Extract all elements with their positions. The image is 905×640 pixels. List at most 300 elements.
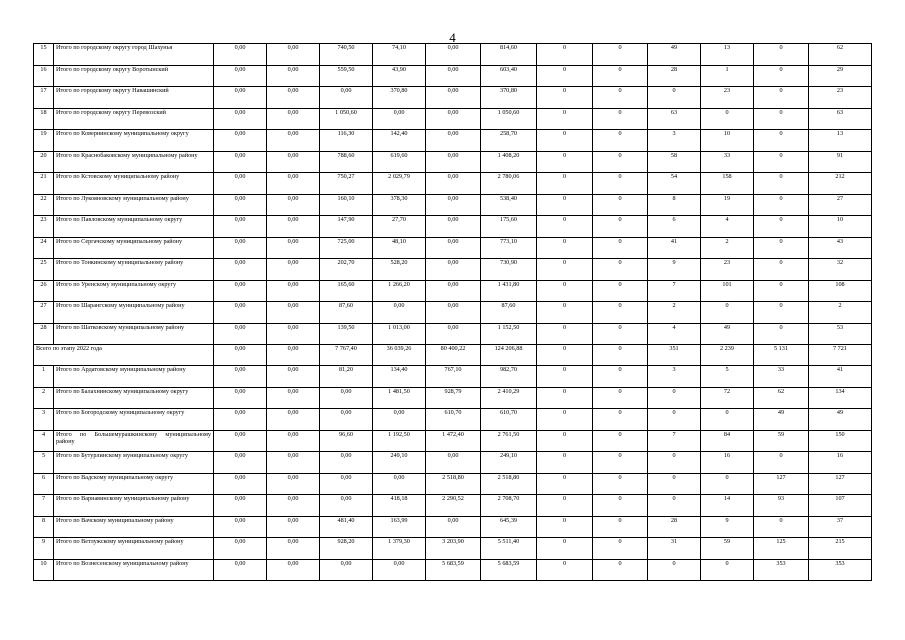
value-cell: 175,60 bbox=[481, 216, 537, 238]
value-cell: 0,00 bbox=[214, 44, 267, 66]
value-cell: 0,00 bbox=[267, 44, 320, 66]
value-cell: 101 bbox=[701, 280, 754, 302]
total-row bbox=[34, 345, 872, 366]
value-cell: 0,00 bbox=[214, 323, 267, 345]
value-cell: 142,40 bbox=[373, 130, 426, 152]
value-cell: 0,00 bbox=[214, 108, 267, 130]
total-value-cell: 351 bbox=[648, 345, 701, 366]
value-cell: 0,00 bbox=[426, 151, 481, 173]
value-cell: 2 290,52 bbox=[426, 495, 481, 517]
value-cell: 212 bbox=[809, 173, 872, 195]
value-cell: 0,00 bbox=[214, 130, 267, 152]
value-cell: 1 bbox=[701, 65, 754, 87]
value-cell: 0,00 bbox=[214, 473, 267, 495]
row-number: 20 bbox=[34, 151, 54, 173]
row-number: 18 bbox=[34, 108, 54, 130]
value-cell: 750,27 bbox=[320, 173, 373, 195]
row-number: 25 bbox=[34, 259, 54, 281]
row-name: Итого по Балахнинскому муниципальному округу bbox=[54, 387, 214, 409]
value-cell: 0 bbox=[593, 130, 648, 152]
value-cell: 27 bbox=[809, 194, 872, 216]
value-cell: 603,40 bbox=[481, 65, 537, 87]
value-cell: 0 bbox=[537, 259, 593, 281]
value-cell: 0,00 bbox=[214, 495, 267, 517]
row-name: Итого по городскому округу Перевозский bbox=[54, 108, 214, 130]
value-cell: 2 410,29 bbox=[481, 387, 537, 409]
value-cell: 0,00 bbox=[426, 108, 481, 130]
value-cell: 81,20 bbox=[320, 366, 373, 388]
value-cell: 0 bbox=[537, 430, 593, 452]
value-cell: 0 bbox=[537, 366, 593, 388]
value-cell: 773,10 bbox=[481, 237, 537, 259]
table-row bbox=[34, 65, 872, 87]
value-cell: 0 bbox=[593, 323, 648, 345]
value-cell: 2 518,80 bbox=[426, 473, 481, 495]
value-cell: 0,00 bbox=[320, 473, 373, 495]
row-number: 7 bbox=[34, 495, 54, 517]
row-name: Итого по Вадскому муниципальному округу bbox=[54, 473, 214, 495]
total-value-cell: 124 206,88 bbox=[481, 345, 537, 366]
value-cell: 0 bbox=[537, 409, 593, 431]
value-cell: 49 bbox=[648, 44, 701, 66]
table-row bbox=[34, 473, 872, 495]
value-cell: 1 192,50 bbox=[373, 430, 426, 452]
row-name: Итого по Сергачскому муниципальному району bbox=[54, 237, 214, 259]
value-cell: 0 bbox=[754, 216, 809, 238]
value-cell: 0,00 bbox=[373, 473, 426, 495]
value-cell: 0 bbox=[754, 516, 809, 538]
table-row bbox=[34, 409, 872, 431]
row-number: 26 bbox=[34, 280, 54, 302]
value-cell: 116,30 bbox=[320, 130, 373, 152]
value-cell: 127 bbox=[754, 473, 809, 495]
value-cell: 0,00 bbox=[267, 430, 320, 452]
row-number: 16 bbox=[34, 65, 54, 87]
row-name: Итого по Ковернинскому муниципальному округу bbox=[54, 130, 214, 152]
value-cell: 19 bbox=[701, 194, 754, 216]
value-cell: 43 bbox=[809, 237, 872, 259]
value-cell: 619,60 bbox=[373, 151, 426, 173]
value-cell: 0 bbox=[648, 473, 701, 495]
value-cell: 0,00 bbox=[214, 409, 267, 431]
value-cell: 63 bbox=[648, 108, 701, 130]
value-cell: 788,60 bbox=[320, 151, 373, 173]
value-cell: 0 bbox=[593, 194, 648, 216]
row-name: Итого по Шатковскому муниципальному району bbox=[54, 323, 214, 345]
value-cell: 3 bbox=[648, 366, 701, 388]
value-cell: 0 bbox=[593, 65, 648, 87]
table-row bbox=[34, 237, 872, 259]
value-cell: 481,40 bbox=[320, 516, 373, 538]
value-cell: 0 bbox=[593, 366, 648, 388]
value-cell: 13 bbox=[701, 44, 754, 66]
value-cell: 0,00 bbox=[426, 323, 481, 345]
value-cell: 0 bbox=[537, 387, 593, 409]
value-cell: 0 bbox=[754, 194, 809, 216]
value-cell: 370,80 bbox=[373, 87, 426, 109]
row-name: Итого по Уренскому муниципальному округу bbox=[54, 280, 214, 302]
value-cell: 928,79 bbox=[426, 387, 481, 409]
value-cell: 63 bbox=[809, 108, 872, 130]
table-row bbox=[34, 559, 872, 581]
table-row bbox=[34, 87, 872, 109]
value-cell: 0,00 bbox=[267, 108, 320, 130]
value-cell: 49 bbox=[701, 323, 754, 345]
value-cell: 32 bbox=[809, 259, 872, 281]
value-cell: 0 bbox=[754, 259, 809, 281]
value-cell: 0 bbox=[593, 452, 648, 474]
value-cell: 0,00 bbox=[426, 65, 481, 87]
value-cell: 1 152,50 bbox=[481, 323, 537, 345]
value-cell: 0 bbox=[754, 44, 809, 66]
value-cell: 559,50 bbox=[320, 65, 373, 87]
row-name: Итого по Павловскому муниципальному округу bbox=[54, 216, 214, 238]
value-cell: 0,00 bbox=[214, 452, 267, 474]
table-row bbox=[34, 280, 872, 302]
value-cell: 0 bbox=[593, 302, 648, 324]
value-cell: 0 bbox=[593, 538, 648, 560]
value-cell: 3 bbox=[648, 130, 701, 152]
value-cell: 1 050,60 bbox=[320, 108, 373, 130]
value-cell: 0,00 bbox=[267, 151, 320, 173]
row-number: 3 bbox=[34, 409, 54, 431]
value-cell: 0,00 bbox=[267, 130, 320, 152]
value-cell: 7 bbox=[648, 280, 701, 302]
value-cell: 0,00 bbox=[267, 237, 320, 259]
row-name: Итого по городскому округу Навашинский bbox=[54, 87, 214, 109]
value-cell: 2 029,79 bbox=[373, 173, 426, 195]
table-row bbox=[34, 108, 872, 130]
value-cell: 0 bbox=[593, 409, 648, 431]
row-name: Итого по Большемурашкинскому муниципальному району bbox=[54, 430, 214, 452]
value-cell: 0,00 bbox=[426, 173, 481, 195]
value-cell: 0 bbox=[648, 387, 701, 409]
value-cell: 48,10 bbox=[373, 237, 426, 259]
value-cell: 0 bbox=[754, 87, 809, 109]
value-cell: 93 bbox=[754, 495, 809, 517]
value-cell: 125 bbox=[754, 538, 809, 560]
value-cell: 740,50 bbox=[320, 44, 373, 66]
value-cell: 53 bbox=[809, 323, 872, 345]
value-cell: 0,00 bbox=[267, 259, 320, 281]
value-cell: 108 bbox=[809, 280, 872, 302]
value-cell: 1 013,00 bbox=[373, 323, 426, 345]
value-cell: 0,00 bbox=[267, 366, 320, 388]
row-name: Итого по Вознесенскому муниципальному району bbox=[54, 559, 214, 581]
value-cell: 107 bbox=[809, 495, 872, 517]
table-row bbox=[34, 173, 872, 195]
value-cell: 2 708,70 bbox=[481, 495, 537, 517]
value-cell: 353 bbox=[754, 559, 809, 581]
value-cell: 158 bbox=[701, 173, 754, 195]
value-cell: 9 bbox=[701, 516, 754, 538]
table-row bbox=[34, 516, 872, 538]
value-cell: 0,00 bbox=[426, 44, 481, 66]
value-cell: 0 bbox=[754, 280, 809, 302]
value-cell: 0,00 bbox=[373, 302, 426, 324]
value-cell: 0 bbox=[537, 87, 593, 109]
value-cell: 0 bbox=[754, 237, 809, 259]
value-cell: 0,00 bbox=[320, 559, 373, 581]
value-cell: 54 bbox=[648, 173, 701, 195]
row-number: 17 bbox=[34, 87, 54, 109]
table-row bbox=[34, 495, 872, 517]
value-cell: 43,90 bbox=[373, 65, 426, 87]
value-cell: 0 bbox=[593, 495, 648, 517]
value-cell: 982,70 bbox=[481, 366, 537, 388]
value-cell: 0 bbox=[537, 173, 593, 195]
value-cell: 0,00 bbox=[267, 452, 320, 474]
value-cell: 0 bbox=[754, 452, 809, 474]
table-row bbox=[34, 44, 872, 66]
value-cell: 0,00 bbox=[267, 516, 320, 538]
value-cell: 29 bbox=[809, 65, 872, 87]
value-cell: 2 bbox=[809, 302, 872, 324]
value-cell: 0 bbox=[593, 259, 648, 281]
table-row bbox=[34, 387, 872, 409]
value-cell: 5 511,40 bbox=[481, 538, 537, 560]
total-value-cell: 7 767,40 bbox=[320, 345, 373, 366]
value-cell: 3 203,90 bbox=[426, 538, 481, 560]
value-cell: 1 266,20 bbox=[373, 280, 426, 302]
value-cell: 0,00 bbox=[267, 387, 320, 409]
value-cell: 87,60 bbox=[481, 302, 537, 324]
row-number: 27 bbox=[34, 302, 54, 324]
value-cell: 0 bbox=[648, 559, 701, 581]
value-cell: 0,00 bbox=[267, 216, 320, 238]
value-cell: 215 bbox=[809, 538, 872, 560]
value-cell: 0,00 bbox=[426, 130, 481, 152]
value-cell: 7 bbox=[648, 430, 701, 452]
value-cell: 10 bbox=[701, 130, 754, 152]
value-cell: 0 bbox=[754, 130, 809, 152]
value-cell: 147,90 bbox=[320, 216, 373, 238]
value-cell: 59 bbox=[701, 538, 754, 560]
value-cell: 353 bbox=[809, 559, 872, 581]
value-cell: 49 bbox=[809, 409, 872, 431]
value-cell: 62 bbox=[754, 387, 809, 409]
value-cell: 0,00 bbox=[214, 366, 267, 388]
value-cell: 378,30 bbox=[373, 194, 426, 216]
value-cell: 0,00 bbox=[267, 409, 320, 431]
value-cell: 0,00 bbox=[267, 323, 320, 345]
value-cell: 0 bbox=[537, 237, 593, 259]
table-row bbox=[34, 130, 872, 152]
value-cell: 2 bbox=[701, 237, 754, 259]
value-cell: 0 bbox=[754, 302, 809, 324]
value-cell: 1 472,40 bbox=[426, 430, 481, 452]
row-number: 19 bbox=[34, 130, 54, 152]
value-cell: 0,00 bbox=[426, 216, 481, 238]
value-cell: 0,00 bbox=[267, 194, 320, 216]
value-cell: 0,00 bbox=[373, 108, 426, 130]
value-cell: 0,00 bbox=[214, 559, 267, 581]
value-cell: 370,80 bbox=[481, 87, 537, 109]
value-cell: 28 bbox=[648, 516, 701, 538]
table-row bbox=[34, 302, 872, 324]
value-cell: 1 408,20 bbox=[481, 151, 537, 173]
value-cell: 202,70 bbox=[320, 259, 373, 281]
value-cell: 0,00 bbox=[214, 538, 267, 560]
value-cell: 49 bbox=[754, 409, 809, 431]
value-cell: 0,00 bbox=[214, 387, 267, 409]
value-cell: 6 bbox=[648, 216, 701, 238]
row-number: 22 bbox=[34, 194, 54, 216]
value-cell: 0,00 bbox=[214, 280, 267, 302]
value-cell: 0,00 bbox=[267, 65, 320, 87]
value-cell: 0,00 bbox=[214, 516, 267, 538]
value-cell: 0 bbox=[537, 538, 593, 560]
value-cell: 1 379,30 bbox=[373, 538, 426, 560]
value-cell: 2 bbox=[648, 302, 701, 324]
value-cell: 0 bbox=[593, 173, 648, 195]
value-cell: 2 761,50 bbox=[481, 430, 537, 452]
row-number: 6 bbox=[34, 473, 54, 495]
row-number: 8 bbox=[34, 516, 54, 538]
value-cell: 0 bbox=[593, 280, 648, 302]
value-cell: 0 bbox=[537, 452, 593, 474]
value-cell: 23 bbox=[701, 259, 754, 281]
value-cell: 0,00 bbox=[426, 194, 481, 216]
table-row bbox=[34, 323, 872, 345]
value-cell: 0 bbox=[537, 473, 593, 495]
value-cell: 249,10 bbox=[373, 452, 426, 474]
housing-program-table bbox=[33, 43, 872, 581]
value-cell: 16 bbox=[809, 452, 872, 474]
value-cell: 0,00 bbox=[214, 216, 267, 238]
value-cell: 0 bbox=[701, 108, 754, 130]
value-cell: 160,10 bbox=[320, 194, 373, 216]
value-cell: 0 bbox=[537, 65, 593, 87]
row-number: 21 bbox=[34, 173, 54, 195]
value-cell: 528,20 bbox=[373, 259, 426, 281]
table-row bbox=[34, 430, 872, 452]
value-cell: 0 bbox=[593, 430, 648, 452]
value-cell: 0,00 bbox=[214, 302, 267, 324]
row-number: 9 bbox=[34, 538, 54, 560]
total-value-cell: 0 bbox=[593, 345, 648, 366]
value-cell: 0 bbox=[537, 516, 593, 538]
table-row bbox=[34, 366, 872, 388]
value-cell: 1 050,60 bbox=[481, 108, 537, 130]
value-cell: 0,00 bbox=[426, 516, 481, 538]
value-cell: 37 bbox=[809, 516, 872, 538]
value-cell: 0,00 bbox=[373, 409, 426, 431]
value-cell: 0,00 bbox=[214, 87, 267, 109]
value-cell: 0,00 bbox=[214, 237, 267, 259]
total-value-cell: 2 239 bbox=[701, 345, 754, 366]
value-cell: 134 bbox=[809, 387, 872, 409]
row-name: Итого по Бутурлинскому муниципальному округу bbox=[54, 452, 214, 474]
value-cell: 4 bbox=[648, 323, 701, 345]
value-cell: 0,00 bbox=[267, 87, 320, 109]
value-cell: 0 bbox=[537, 44, 593, 66]
value-cell: 84 bbox=[701, 430, 754, 452]
total-value-cell: 36 039,26 bbox=[373, 345, 426, 366]
value-cell: 41 bbox=[648, 237, 701, 259]
value-cell: 0 bbox=[593, 216, 648, 238]
value-cell: 31 bbox=[648, 538, 701, 560]
value-cell: 725,00 bbox=[320, 237, 373, 259]
value-cell: 72 bbox=[701, 387, 754, 409]
value-cell: 150 bbox=[809, 430, 872, 452]
value-cell: 0,00 bbox=[320, 87, 373, 109]
value-cell: 13 bbox=[809, 130, 872, 152]
value-cell: 165,60 bbox=[320, 280, 373, 302]
value-cell: 0 bbox=[701, 302, 754, 324]
row-number: 15 bbox=[34, 44, 54, 66]
row-number: 10 bbox=[34, 559, 54, 581]
value-cell: 0,00 bbox=[426, 87, 481, 109]
value-cell: 1 431,80 bbox=[481, 280, 537, 302]
row-number: 28 bbox=[34, 323, 54, 345]
value-cell: 0 bbox=[648, 409, 701, 431]
total-value-cell: 80 400,22 bbox=[426, 345, 481, 366]
row-name: Итого по Варнавинскому муниципальному району bbox=[54, 495, 214, 517]
value-cell: 0 bbox=[593, 108, 648, 130]
value-cell: 0,00 bbox=[320, 495, 373, 517]
value-cell: 0 bbox=[537, 194, 593, 216]
value-cell: 0,00 bbox=[267, 495, 320, 517]
value-cell: 27,70 bbox=[373, 216, 426, 238]
value-cell: 418,18 bbox=[373, 495, 426, 517]
table-row bbox=[34, 151, 872, 173]
value-cell: 33 bbox=[701, 151, 754, 173]
value-cell: 0,00 bbox=[267, 559, 320, 581]
value-cell: 96,60 bbox=[320, 430, 373, 452]
table-body bbox=[34, 44, 872, 581]
value-cell: 0 bbox=[593, 516, 648, 538]
total-value-cell: 0 bbox=[537, 345, 593, 366]
total-value-cell: 0,00 bbox=[214, 345, 267, 366]
total-value-cell: 5 131 bbox=[754, 345, 809, 366]
value-cell: 0 bbox=[754, 65, 809, 87]
value-cell: 0 bbox=[537, 495, 593, 517]
value-cell: 0 bbox=[754, 173, 809, 195]
value-cell: 0,00 bbox=[426, 302, 481, 324]
value-cell: 0 bbox=[537, 151, 593, 173]
value-cell: 2 780,06 bbox=[481, 173, 537, 195]
value-cell: 730,90 bbox=[481, 259, 537, 281]
value-cell: 0 bbox=[701, 409, 754, 431]
value-cell: 0,00 bbox=[214, 430, 267, 452]
value-cell: 14 bbox=[701, 495, 754, 517]
row-number: 2 bbox=[34, 387, 54, 409]
value-cell: 8 bbox=[648, 194, 701, 216]
value-cell: 9 bbox=[648, 259, 701, 281]
value-cell: 127 bbox=[809, 473, 872, 495]
table-row bbox=[34, 259, 872, 281]
value-cell: 928,20 bbox=[320, 538, 373, 560]
row-name: Итого по городскому округу город Шахунья bbox=[54, 44, 214, 66]
value-cell: 0,00 bbox=[214, 65, 267, 87]
value-cell: 0 bbox=[537, 559, 593, 581]
value-cell: 0,00 bbox=[320, 409, 373, 431]
value-cell: 0,00 bbox=[267, 302, 320, 324]
row-name: Итого по Ардатовскому муниципальному району bbox=[54, 366, 214, 388]
value-cell: 0 bbox=[537, 216, 593, 238]
value-cell: 0 bbox=[754, 151, 809, 173]
total-value-cell: 7 721 bbox=[809, 345, 872, 366]
value-cell: 0 bbox=[593, 387, 648, 409]
value-cell: 1 481,50 bbox=[373, 387, 426, 409]
value-cell: 0 bbox=[537, 280, 593, 302]
value-cell: 74,10 bbox=[373, 44, 426, 66]
value-cell: 0 bbox=[754, 323, 809, 345]
value-cell: 0 bbox=[593, 237, 648, 259]
value-cell: 0,00 bbox=[426, 280, 481, 302]
value-cell: 0,00 bbox=[267, 473, 320, 495]
